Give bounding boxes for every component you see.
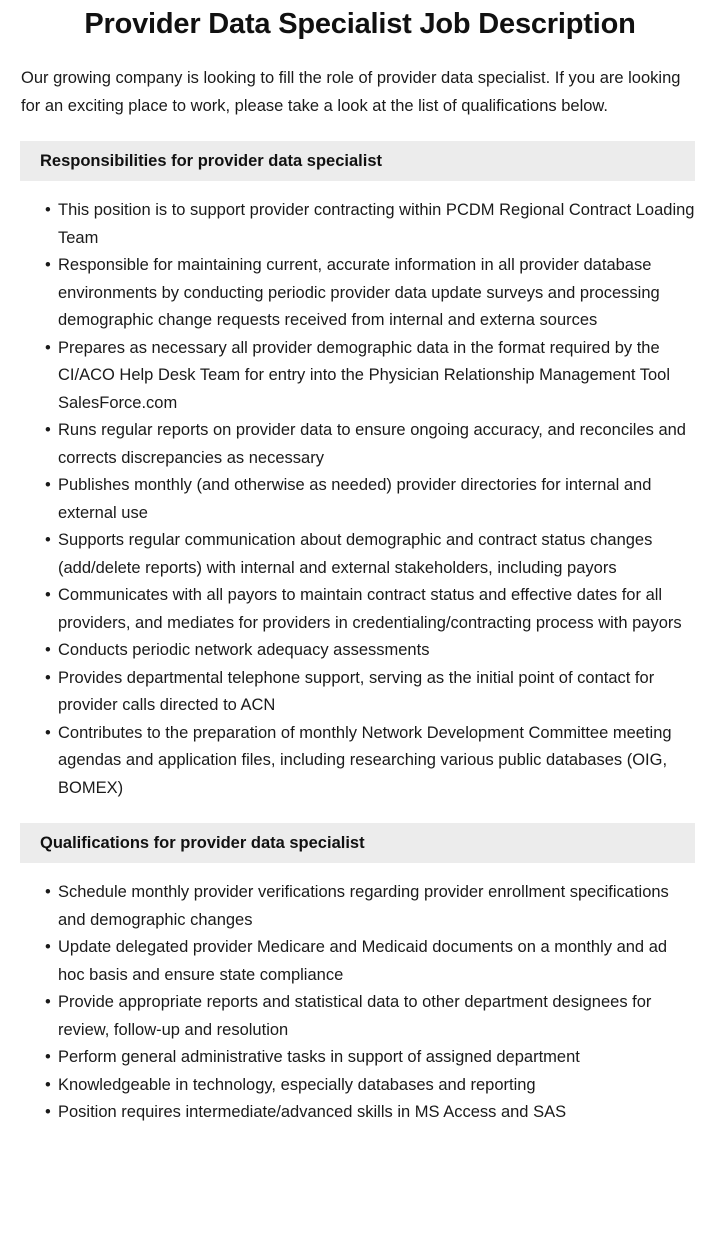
list-item: • Publishes monthly (and otherwise as needed) provider directories for internal and external use [45,472,695,527]
responsibilities-list [0,181,720,802]
list-item: • Position requires intermediate/advanced skills in MS Access and SAS [45,1099,695,1127]
intro-paragraph: Our growing company is looking to fill the role of provider data specialist. If you are looking for an exciting place to work, please take a look at the list of qualifications below. [21,69,681,115]
qualifications-list [0,863,720,1127]
list-item: • Communicates with all payors to maintain contract status and effective dates for all providers, and mediates for providers in credentialing/contracting process with payors [45,582,695,637]
list-item: • Knowledgeable in technology, especially databases and reporting [45,1072,695,1100]
list-item: • Conducts periodic network adequacy assessments [45,637,695,665]
list-item: • Runs regular reports on provider data to ensure ongoing accuracy, and reconciles and corrects discrepancies as necessary [45,417,695,472]
section-heading-qualifications: Qualifications for provider data specialist [20,823,695,863]
list-item: • Provides departmental telephone support, serving as the initial point of contact for provider calls directed to ACN [45,665,695,720]
list-item: • Prepares as necessary all provider demographic data in the format required by the CI/ACO Help Desk Team for entry into the Physician Relationship Management Tool SalesForce.com [45,335,695,418]
section-heading-responsibilities: Responsibilities for provider data specialist [20,141,695,181]
list-item: • Provide appropriate reports and statistical data to other department designees for review, follow-up and resolution [45,989,695,1044]
list-item: • This position is to support provider contracting within PCDM Regional Contract Loading Team [45,197,695,252]
section-responsibilities [0,141,720,802]
list-item: • Contributes to the preparation of monthly Network Development Committee meeting agendas and application files, including researching various public databases (OIG, BOMEX) [45,720,695,803]
list-item: • Update delegated provider Medicare and Medicaid documents on a monthly and ad hoc basis and ensure state compliance [45,934,695,989]
page-title: Provider Data Specialist Job Description [84,8,636,40]
list-item: • Supports regular communication about demographic and contract status changes (add/delete reports) with internal and external stakeholders, including payors [45,527,695,582]
section-qualifications [0,823,720,1127]
list-item: • Responsible for maintaining current, accurate information in all provider database environments by conducting periodic provider data update surveys and processing demographic change requests received from internal and externa sources [45,252,695,335]
list-item: • Schedule monthly provider verifications regarding provider enrollment specifications and demographic changes [45,879,695,934]
list-item: • Perform general administrative tasks in support of assigned department [45,1044,695,1072]
